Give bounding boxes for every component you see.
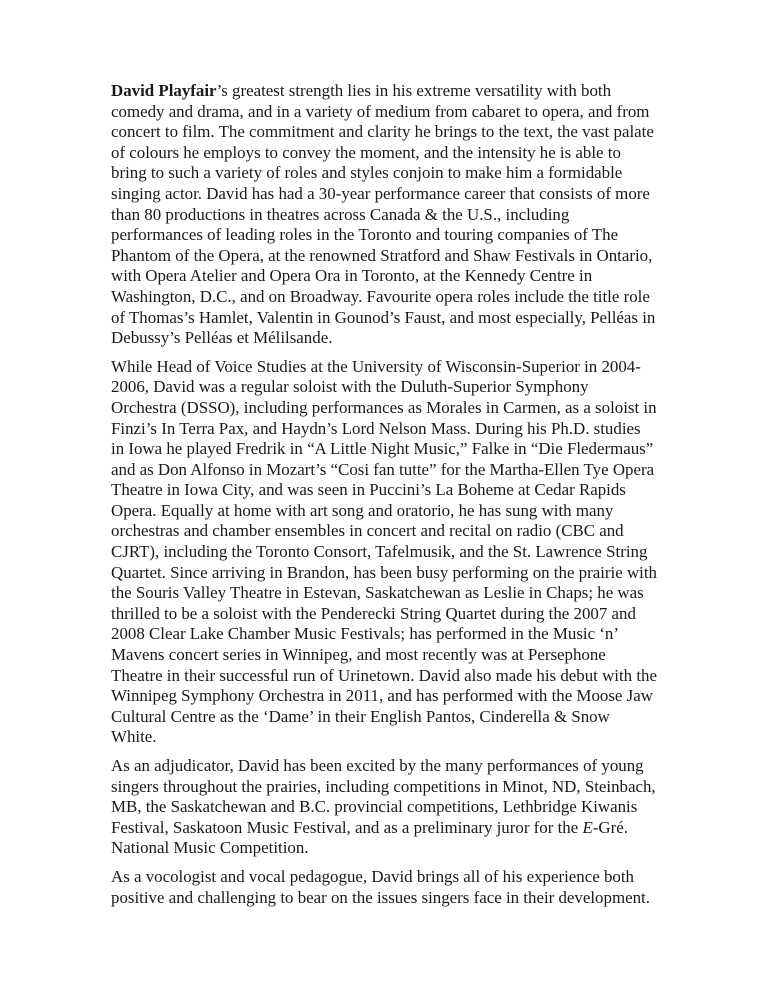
document-page [111,81,657,916]
paragraph-3-end: -Gré. National Music Competition. [111,817,628,858]
paragraph-3-text: As an adjudicator, David has been excited by the many performances of young singers throughout the prairies, including competitions in Minot, ND, Steinbach, MB, the Saskatchewan and B.C. provincial competitions, Lethbridge Kiwanis Festival, Saskatoon Music Festival, and as a preliminary juror for the [111,756,656,837]
bio-paragraph-3 [111,756,657,859]
bio-paragraph-1 [111,81,657,349]
performer-name: David Playfair [111,81,217,100]
bio-paragraph-4: As a vocologist and vocal pedagogue, David brings all of his experience both positive and challenging to bear on the issues singers face in their development. [111,866,650,907]
competition-initial: E [582,817,593,837]
paragraph-1-text: ’s greatest strength lies in his extreme versatility with both comedy and drama, and in a variety of medium from cabaret to opera, and from concert to film. The commitment and clarity he brings to the text, the vast palate of colours he employs to convey the moment, and the intensity he is able to bring to such a variety of roles and styles conjoin to make him a formidable singing actor. David has had a 30-year performance career that consists of more than 80 productions in theatres across Canada & the U.S., including performances of leading roles in the Toronto and touring companies of The Phantom of the Opera, at the renowned Stratford and Shaw Festivals in Ontario, with Opera Atelier and Opera Ora in Toronto, at the Kennedy Centre in Washington, D.C., and on Broadway. Favourite opera roles include the title role of Thomas’s Hamlet, Valentin in Gounod’s Faust, and most especially, Pelléas in Debussy’s Pelléas et Mélilsande. [111,81,656,348]
bio-paragraph-2: While Head of Voice Studies at the University of Wisconsin-Superior in 2004-2006, David was a regular soloist with the Duluth-Superior Symphony Orchestra (DSSO), including performances as Morales in Carmen, as a soloist in Finzi’s In Terra Pax, and Haydn’s Lord Nelson Mass. During his Ph.D. studies in Iowa he played Fredrik in “A Little Night Music,” Falke in “Die Fledermaus” and as Don Alfonso in Mozart’s “Cosi fan tutte” for the Martha-Ellen Tye Opera Theatre in Iowa City, and was seen in Puccini’s La Boheme at Cedar Rapids Opera. Equally at home with art song and oratorio, he has sung with many orchestras and chamber ensembles in concert and recital on radio (CBC and CJRT), including the Toronto Consort, Tafelmusik, and the St. Lawrence String Quartet. Since arriving in Brandon, has been busy performing on the prairie with the Souris Valley Theatre in Estevan, Saskatchewan as Leslie in Chaps; he was thrilled to be a soloist with the Penderecki String Quartet during the 2007 and 2008 Clear Lake Chamber Music Festivals; has performed in the Music ‘n’ Mavens concert series in Winnipeg, and most recently was at Persephone Theatre in their successful run of Urinetown. David also made his debut with the Winnipeg Symphony Orchestra in 2011, and has performed with the Moose Jaw Cultural Centre as the ‘Dame’ in their English Pantos, Cinderella & Snow White. [111,356,657,747]
